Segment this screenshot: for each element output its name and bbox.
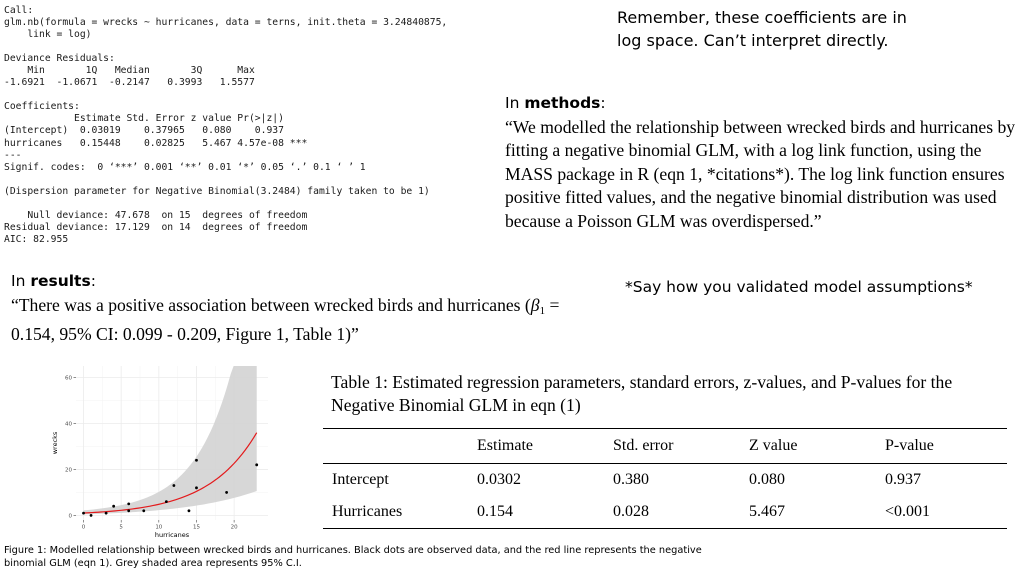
y-axis-label: wrecks <box>51 431 59 455</box>
figure-caption: Figure 1: Modelled relationship between wrecked birds and hurricanes. Black dots are observed data, and the red line represents the negative binomial GLM (eqn 1). Grey shaded area represents 95% C.I. <box>4 545 702 569</box>
r-output-line: (Intercept) 0.03019 0.37965 0.080 0.937 <box>4 125 284 137</box>
coefficients-table <box>323 428 1007 529</box>
table-cell: 0.937 <box>885 471 921 488</box>
r-output-line: Signif. codes: 0 ‘***’ 0.001 ‘**’ 0.01 ‘*’ 0.05 ‘.’ 0.1 ‘ ’ 1 <box>4 161 366 173</box>
data-point <box>82 512 85 515</box>
methods-section <box>505 92 1020 234</box>
y-tick-label: 0 <box>68 513 72 520</box>
data-point <box>195 486 198 489</box>
r-output-line: Null deviance: 47.678 on 15 degrees of freedom <box>4 209 308 221</box>
table-header-cell: P-value <box>885 429 1007 464</box>
table-cell: 0.380 <box>613 471 649 488</box>
table-cell: <0.001 <box>885 496 1007 529</box>
table-cell: 0.028 <box>613 496 749 529</box>
table-header-cell: Z value <box>749 429 885 464</box>
r-output-line: (Dispersion parameter for Negative Binomial(3.2484) family taken to be 1) <box>4 185 430 197</box>
r-console-output <box>4 5 504 263</box>
data-point <box>112 505 115 508</box>
results-quote: “There was a positive association between wrecked birds and hurricanes ($\beta_1 = 0.154$, 95% CI: 0.099 - 0.209, Figure 1, Table 1)” <box>11 294 560 345</box>
r-output-line: hurricanes 0.15448 0.02825 5.467 4.57e-08 *** <box>4 137 308 149</box>
results-heading-bold: results <box>30 272 91 290</box>
data-point <box>165 500 168 503</box>
beta-symbol: β <box>530 294 540 315</box>
r-output-line: Deviance Residuals: <box>4 53 115 65</box>
y-tick-label: 60 <box>65 375 72 382</box>
beta-subscript: 1 <box>539 304 546 317</box>
x-tick-label: 0 <box>81 524 86 531</box>
validation-note: *Say how you validated model assumptions* <box>625 278 973 296</box>
r-output-line: glm.nb(formula = wrecks ~ hurricanes, data = terns, init.theta = 3.24840875, <box>4 17 448 29</box>
methods-heading: In methods: <box>505 94 606 112</box>
data-point <box>90 514 93 517</box>
data-point <box>255 463 258 466</box>
x-tick-label: 10 <box>155 524 163 531</box>
methods-heading-bold: methods <box>524 94 601 112</box>
r-output-line: --- <box>4 149 22 161</box>
data-point <box>127 509 130 512</box>
table-header-cell: Estimate <box>477 429 613 464</box>
table-caption: Table 1: Estimated regression parameters, standard errors, z-values, and P-values for the Negative Binomial GLM in eqn (1) <box>331 372 953 416</box>
table-cell: 0.080 <box>749 471 785 488</box>
table-cell: 0.154 <box>477 496 613 529</box>
x-axis-label: hurricanes <box>154 531 190 539</box>
r-output-line: Estimate Std. Error z value Pr(>|z|) <box>4 113 284 125</box>
table-cell: Hurricanes <box>323 496 477 529</box>
r-output-line <box>4 41 504 53</box>
x-tick-label: 5 <box>119 524 123 531</box>
table-header-row <box>323 429 1007 464</box>
x-tick-label: 20 <box>230 524 238 531</box>
x-tick-label: 15 <box>192 524 200 531</box>
table-cell: 5.467 <box>749 496 885 529</box>
r-output-line: link = log) <box>4 29 92 41</box>
results-heading: In results: <box>11 272 96 290</box>
y-tick-label: 20 <box>65 467 72 474</box>
data-point <box>172 484 175 487</box>
table-cell: 0.0302 <box>477 471 521 488</box>
data-point <box>127 503 130 506</box>
r-output-line <box>4 174 504 186</box>
r-output-line: Min 1Q Median 3Q Max <box>4 65 255 77</box>
table-row <box>323 464 1007 497</box>
methods-quote: “We modelled the relationship between wrecked birds and hurricanes by fitting a negative binomial GLM, with a log link function, using the MASS package in R (eqn 1, *citations*). The log link function ensures positive fitted values, and the negative binomial distribution was used because a Poisson GLM was overdispersed.” <box>505 116 1016 231</box>
table-row <box>323 496 1007 529</box>
data-point <box>225 491 228 494</box>
r-output-line: -1.6921 -1.0671 -0.2147 0.3993 1.5577 <box>4 77 255 89</box>
data-point <box>105 512 108 515</box>
results-section <box>11 270 601 347</box>
r-output-line: Coefficients: <box>4 101 80 113</box>
data-point <box>142 509 145 512</box>
table-header-cell <box>323 429 477 464</box>
r-output-line <box>4 198 504 210</box>
table-cell: Intercept <box>332 471 389 488</box>
log-space-note: Remember, these coefficients are in log space. Can’t interpret directly. <box>617 8 907 50</box>
wrecks-vs-hurricanes-plot <box>48 358 274 542</box>
r-output-line: Call: <box>4 5 34 16</box>
data-point <box>188 509 191 512</box>
table-header-cell: Std. error <box>613 429 749 464</box>
y-tick-label: 40 <box>65 421 72 428</box>
r-output-line: Residual deviance: 17.129 on 14 degrees of freedom <box>4 221 308 233</box>
r-output-line <box>4 89 504 101</box>
r-output-line: AIC: 82.955 <box>4 233 69 245</box>
data-point <box>195 459 198 462</box>
